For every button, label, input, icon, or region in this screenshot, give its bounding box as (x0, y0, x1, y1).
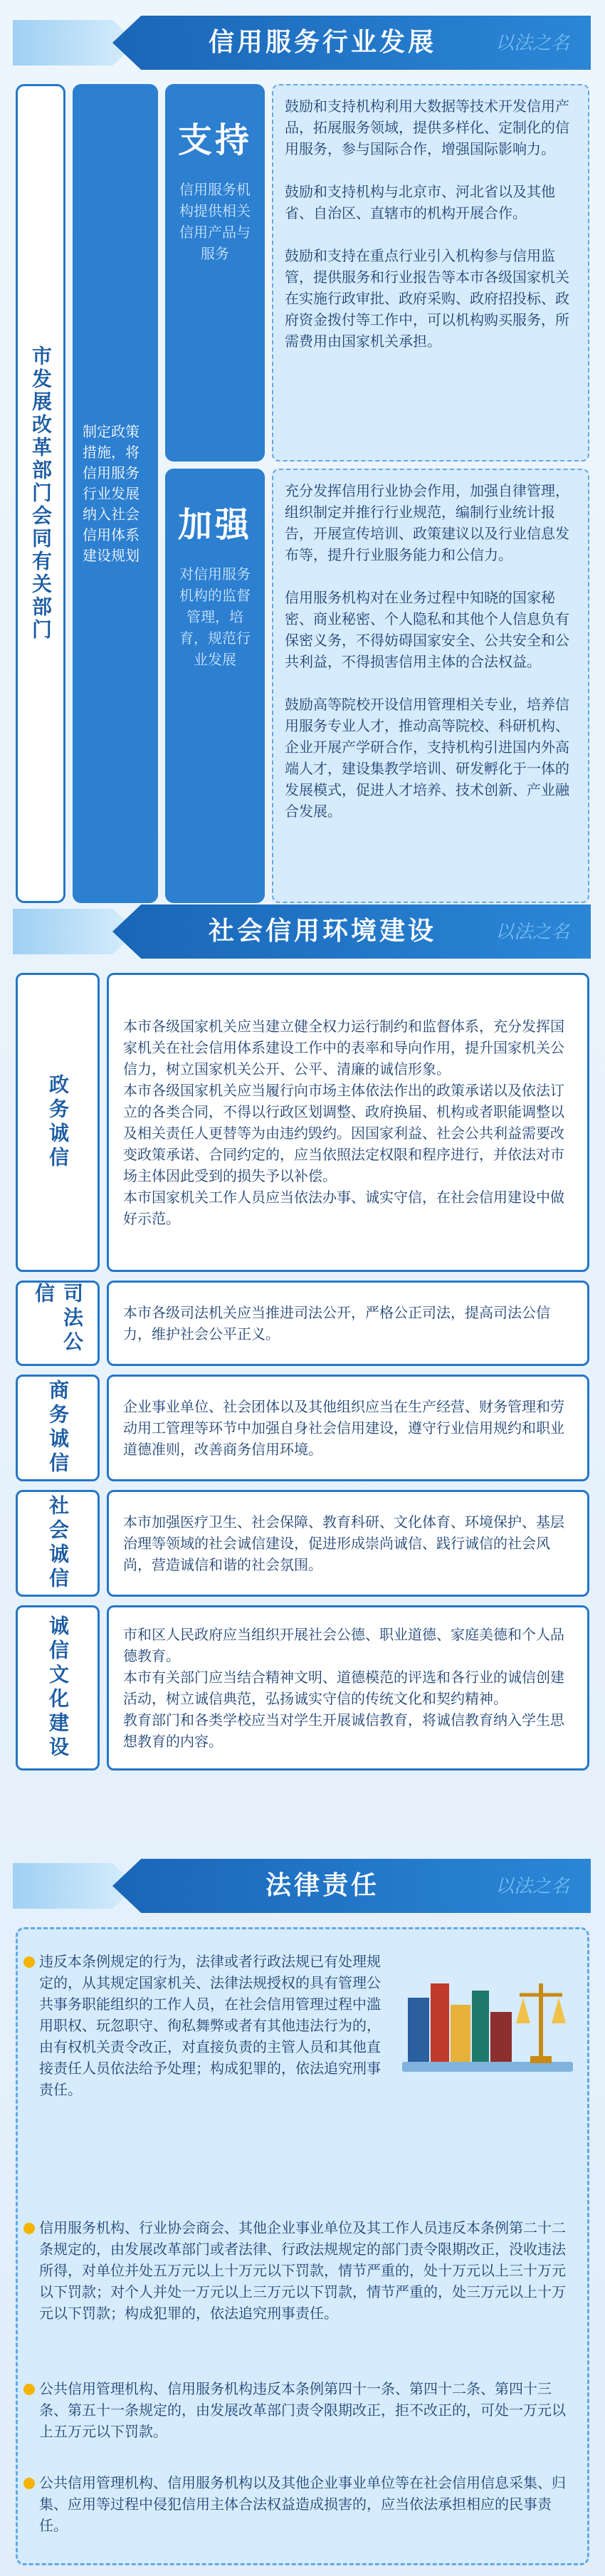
support-box (165, 84, 265, 462)
seal-stamp: 以法之名 (495, 33, 569, 54)
books-and-scales-icon (402, 1955, 573, 2075)
row-content (107, 1605, 589, 1771)
outer-label-text: 市发展改革部门会同有关部门 (29, 345, 53, 642)
row-content (107, 973, 589, 1272)
support-desc: 信用服务机构提供相关信用产品与服务 (179, 181, 251, 262)
section1-title: 信用服务行业发展 (208, 28, 436, 57)
row-para: 本市各级国家机关应当履行向市场主体依法作出的政策承诺以及依法订立的各类合同，不得以行政区划调整、政府换届、机构或者职能调整以及相关责任人更替等为由违约毁约。因国家利益、社会公共利益需要改变政策承诺、合同约定的，应当依照法定权限和程序进行，并依法对市场主体因此受到的损失予以补偿。 (123, 1082, 564, 1184)
bullet-dot (23, 2384, 35, 2395)
section3-body (16, 1927, 589, 2565)
strengthen-para: 充分发挥信用行业协会作用，加强自律管理，组织制定并推行行业规范，编制行业统计报告，开展宣传培训、政策建议以及行业信息发布等，提升行业服务能力和公信力。 (285, 482, 569, 563)
row-para: 本市加强医疗卫生、社会保障、教育科研、文化体育、环境保护、基层治理等领域的社会诚信建设，促进形成崇尚诚信、践行诚信的社会风尚，营造诚信和谐的社会氛围。 (123, 1513, 564, 1573)
strengthen-para: 鼓励高等院校开设信用管理相关专业，培养信用服务专业人才，推动高等院校、科研机构、企业开展产学研合作，支持机构引进国内外高端人才，建设集教学培训、研发孵化于一体的发展模式，促进人才培养、技术创新、产业融合发展。 (285, 696, 569, 820)
row-label (16, 1605, 100, 1771)
row-content (107, 1490, 589, 1597)
support-details (272, 84, 589, 462)
liability-item (39, 2472, 566, 2536)
row-integrity-culture (16, 1605, 589, 1771)
liability-text: 公共信用管理机构、信用服务机构违反本条例第四十一条、第四十二条、第四十三条、第五十一条规定的，由发展改革部门责令限期改正，拒不改正的，可处一万元以上五万元以下罚款。 (39, 2380, 566, 2440)
row-para: 本市各级司法机关应当推进司法公开，严格公正司法，提高司法公信力，维护社会公平正义。 (123, 1304, 550, 1342)
section1-banner (13, 7, 591, 78)
row-judicial-credibility (16, 1281, 589, 1366)
strengthen-para: 信用服务机构对在业务过程中知晓的国家秘密、商业秘密、个人隐私和其他个人信息负有保密义务，不得妨碍国家安全、公共安全和公共利益，不得损害信用主体的合法权益。 (285, 589, 569, 670)
bullet-dot (23, 2223, 35, 2234)
strengthen-heading: 加强 (177, 505, 252, 545)
section3-banner (13, 1850, 591, 1921)
section2-title: 社会信用环境建设 (208, 917, 436, 946)
strengthen-details (272, 469, 589, 903)
strengthen-desc: 对信用服务机构的监督管理，培育，规范行业发展 (179, 565, 251, 668)
row-label (16, 1281, 100, 1366)
bullet-dot (23, 2478, 35, 2489)
support-para: 鼓励和支持在重点行业引入机构参与信用监管，提供服务和行业报告等本市各级国家机关在实施行政审批、政府采购、政府招投标、政府资金拨付等工作中，可以机构购买服务，所需费用由国家机关承担。 (285, 247, 569, 350)
row-content (107, 1281, 589, 1366)
support-heading: 支持 (177, 120, 252, 160)
row-label-text: 社会诚信 (46, 1495, 70, 1592)
outer-label (16, 84, 65, 903)
support-para: 鼓励和支持机构与北京市、河北省以及其他省、自治区、直辖市的机构开展合作。 (285, 183, 555, 221)
middle-label-text: 制定政策措施，将信用服务行业发展纳入社会信用体系建设规划 (83, 422, 140, 564)
row-label (16, 1375, 100, 1481)
row-label-text: 政务诚信 (46, 1074, 70, 1171)
liability-item (39, 1951, 388, 2100)
row-content (107, 1375, 589, 1481)
row-para: 本市各级国家机关应当建立健全权力运行制约和监督体系，充分发挥国家机关在社会信用体系建设工作中的表率和导向作用，提升国家机关公信力，树立国家机关公开、公平、清廉的诚信形象。 (123, 1018, 564, 1078)
seal-stamp: 以法之名 (495, 922, 569, 943)
middle-label (73, 84, 158, 903)
row-para: 教育部门和各类学校应当对学生开展诚信教育，将诚信教育纳入学生思想教育的内容。 (123, 1711, 564, 1750)
row-para: 本市国家机关工作人员应当依法办事、诚实守信，在社会信用建设中做好示范。 (123, 1189, 564, 1227)
section1-body (16, 84, 589, 903)
seal-stamp: 以法之名 (495, 1876, 569, 1897)
row-label-text: 诚信文化建设 (46, 1615, 70, 1761)
row-business-integrity (16, 1375, 589, 1481)
liability-text: 信用服务机构、行业协会商会、其他企业事业单位及其工作人员违反本条例第二十二条规定的，由发展改革部门或者法律、行政法规规定的部门责令限期改正，没收违法所得，对单位并处五万元以上十万元以下罚款，情节严重的，处十万元以上三十万元以下罚款；对个人并处一万元以上三万元以下罚款，情节严重的，处三万元以上十万元以下罚款；构成犯罪的，依法追究刑事责任。 (39, 2219, 566, 2322)
row-label (16, 1490, 100, 1597)
liability-text: 违反本条例规定的行为，法律或者行政法规已有处理规定的，从其规定国家机关、法律法规授权的具有管理公共事务职能组织的工作人员，在社会信用管理过程中滥用职权、玩忽职守、徇私舞弊或者有其他违法行为的，由有权机关责令改正，对直接负责的主管人员和其他直接责任人员依法给予处理；构成犯罪的，依法追究刑事责任。 (39, 1953, 381, 2098)
row-label-text: 商务诚信 (46, 1380, 70, 1476)
section3-title: 法律责任 (265, 1871, 379, 1900)
section2-banner (13, 896, 591, 967)
row-label-text: 司法公信 (32, 1283, 84, 1355)
row-label (16, 973, 100, 1272)
liability-item (39, 2217, 566, 2324)
strengthen-box (165, 469, 265, 903)
bullet-dot (23, 1956, 35, 1968)
row-social-integrity (16, 1490, 589, 1597)
row-para: 市和区人民政府应当组织开展社会公德、职业道德、家庭美德和个人品德教育。 (123, 1626, 564, 1664)
row-para: 企业事业单位、社会团体以及其他组织应当在生产经营、财务管理和劳动用工管理等环节中加强自身社会信用建设，遵守行业信用规约和职业道德准则，改善商务信用环境。 (123, 1398, 564, 1458)
support-para: 鼓励和支持机构利用大数据等技术开发信用产品，拓展服务领域，提供多样化、定制化的信用服务，参与国际合作，增强国际影响力。 (285, 98, 569, 157)
liability-text: 公共信用管理机构、信用服务机构以及其他企业事业单位等在社会信用信息采集、归集、应用等过程中侵犯信用主体合法权益造成损害的，应当依法承担相应的民事责任。 (39, 2474, 566, 2534)
row-para: 本市有关部门应当结合精神文明、道德模范的评选和各行业的诚信创建活动，树立诚信典范，弘扬诚实守信的传统文化和契约精神。 (123, 1669, 564, 1707)
liability-item (39, 2378, 566, 2442)
row-government-integrity (16, 973, 589, 1272)
